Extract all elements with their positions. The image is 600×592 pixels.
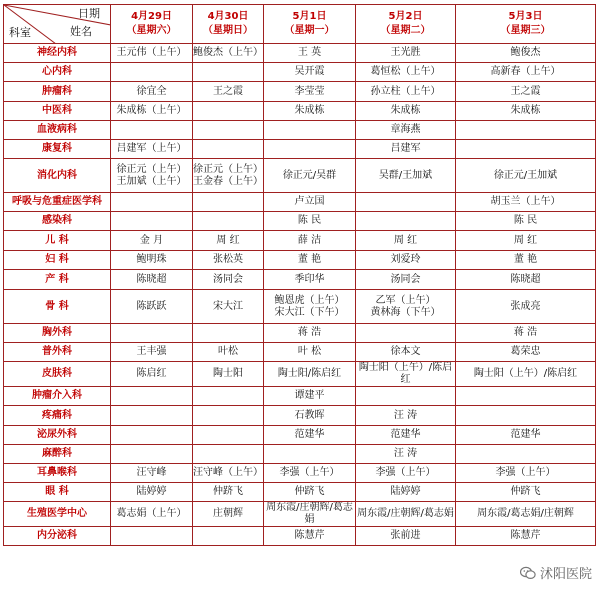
department-cell: 感染科 [4, 212, 111, 231]
doctor-cell: 朱成栋（上午） [111, 102, 193, 121]
schedule-table [3, 4, 596, 546]
doctor-cell: 陈 民 [264, 212, 356, 231]
column-weekday: （星期一） [284, 25, 335, 36]
doctor-cell: 石教晖 [264, 406, 356, 426]
column-header [111, 5, 193, 44]
table-row [4, 324, 596, 343]
doctor-cell: 陆婷婷 [111, 483, 193, 502]
column-weekday: （星期二） [380, 25, 431, 36]
department-cell: 胸外科 [4, 324, 111, 343]
doctor-cell [456, 140, 596, 159]
doctor-cell [193, 212, 264, 231]
doctor-cell [193, 102, 264, 121]
department-cell: 康复科 [4, 140, 111, 159]
watermark-text: 沭阳医院 [539, 567, 592, 582]
doctor-cell: 鲍明珠 [111, 251, 193, 270]
doctor-cell: 李强（上午） [264, 464, 356, 483]
doctor-cell [111, 324, 193, 343]
doctor-cell [193, 324, 264, 343]
doctor-cell: 仲跻飞 [456, 483, 596, 502]
doctor-cell: 董 艳 [264, 251, 356, 270]
table-row [4, 140, 596, 159]
doctor-cell: 庄朝辉 [193, 502, 264, 527]
doctor-cell [111, 63, 193, 82]
doctor-cell: 周东霞/庄朝辉/葛志娟 [356, 502, 456, 527]
doctor-cell: 卢立国 [264, 193, 356, 212]
department-cell: 疼痛科 [4, 406, 111, 426]
column-header [264, 5, 356, 44]
doctor-cell [111, 445, 193, 464]
doctor-cell [456, 406, 596, 426]
table-row [4, 406, 596, 426]
column-date: 5月3日 [508, 11, 543, 22]
doctor-cell: 周 红 [456, 231, 596, 251]
doctor-cell: 鲍俊杰 [456, 44, 596, 63]
column-date: 4月30日 [207, 11, 249, 22]
doctor-cell [193, 426, 264, 445]
doctor-cell: 宋大江 [193, 290, 264, 324]
doctor-cell: 陈跃跃 [111, 290, 193, 324]
doctor-cell: 仲跻飞 [264, 483, 356, 502]
doctor-cell: 徐正元（上午） 王加斌（上午） [111, 159, 193, 193]
table-row [4, 231, 596, 251]
table-row [4, 387, 596, 406]
doctor-cell: 朱成栋 [456, 102, 596, 121]
doctor-cell: 张前进 [356, 527, 456, 546]
corner-date-label: 日期 [78, 7, 100, 20]
doctor-cell [111, 193, 193, 212]
doctor-cell [193, 193, 264, 212]
doctor-cell: 吕建军 [356, 140, 456, 159]
department-cell: 内分泌科 [4, 527, 111, 546]
doctor-cell: 董 艳 [456, 251, 596, 270]
doctor-cell: 乙军（上午） 黄林海（下午） [356, 290, 456, 324]
doctor-cell: 汪 涛 [356, 445, 456, 464]
doctor-cell: 汪守峰（上午） [193, 464, 264, 483]
doctor-cell: 汤同会 [356, 270, 456, 290]
doctor-cell: 季印华 [264, 270, 356, 290]
watermark [520, 563, 592, 582]
department-cell: 麻醉科 [4, 445, 111, 464]
department-cell: 心内科 [4, 63, 111, 82]
header-row [4, 5, 596, 44]
doctor-cell: 王 英 [264, 44, 356, 63]
doctor-cell [111, 406, 193, 426]
department-cell: 消化内科 [4, 159, 111, 193]
doctor-cell [264, 445, 356, 464]
doctor-cell [111, 387, 193, 406]
doctor-cell: 鲍恩虎（上午） 宋大江（下午） [264, 290, 356, 324]
department-cell: 泌尿外科 [4, 426, 111, 445]
column-date: 4月29日 [131, 11, 172, 22]
table-row [4, 426, 596, 445]
doctor-cell: 陶士阳（上午）/陈启红 [456, 362, 596, 387]
doctor-cell: 王之霞 [193, 82, 264, 102]
column-header [193, 5, 264, 44]
doctor-cell: 葛荣忠 [456, 343, 596, 362]
doctor-cell: 薛 洁 [264, 231, 356, 251]
department-cell: 血液病科 [4, 121, 111, 140]
department-cell: 眼 科 [4, 483, 111, 502]
department-cell: 神经内科 [4, 44, 111, 63]
doctor-cell [193, 445, 264, 464]
doctor-cell: 仲跻飞 [193, 483, 264, 502]
table-row [4, 63, 596, 82]
doctor-cell: 金 月 [111, 231, 193, 251]
doctor-cell: 李莹莹 [264, 82, 356, 102]
department-cell: 儿 科 [4, 231, 111, 251]
doctor-cell: 叶松 [193, 343, 264, 362]
doctor-cell: 李强（上午） [456, 464, 596, 483]
doctor-cell [193, 527, 264, 546]
doctor-cell: 刘爱玲 [356, 251, 456, 270]
doctor-cell [264, 121, 356, 140]
department-cell: 呼吸与危重症医学科 [4, 193, 111, 212]
corner-dept-label: 科室 [9, 26, 31, 39]
department-cell: 肿瘤介入科 [4, 387, 111, 406]
doctor-cell: 孙立柱（上午） [356, 82, 456, 102]
doctor-cell [111, 212, 193, 231]
doctor-cell [193, 140, 264, 159]
department-cell: 骨 科 [4, 290, 111, 324]
doctor-cell: 陈晓超 [111, 270, 193, 290]
doctor-cell [456, 387, 596, 406]
doctor-cell: 吴群/王加斌 [356, 159, 456, 193]
table-row [4, 362, 596, 387]
doctor-cell [111, 121, 193, 140]
doctor-cell: 张松英 [193, 251, 264, 270]
doctor-cell: 陶士阳/陈启红 [264, 362, 356, 387]
doctor-cell [193, 406, 264, 426]
column-header [356, 5, 456, 44]
doctor-cell: 张成亮 [456, 290, 596, 324]
column-header [456, 5, 596, 44]
doctor-cell [193, 121, 264, 140]
header-corner [4, 5, 111, 44]
doctor-cell: 章海燕 [356, 121, 456, 140]
doctor-cell: 徐正元（上午） 王金春（上午） [193, 159, 264, 193]
doctor-cell [356, 193, 456, 212]
table-row [4, 121, 596, 140]
column-weekday: （星期三） [500, 25, 551, 36]
doctor-cell [111, 527, 193, 546]
doctor-cell [456, 445, 596, 464]
doctor-cell [111, 426, 193, 445]
doctor-cell: 王光胜 [356, 44, 456, 63]
doctor-cell: 吴开霞 [264, 63, 356, 82]
corner-name-label: 姓名 [70, 25, 92, 38]
table-row [4, 159, 596, 193]
table-row [4, 290, 596, 324]
doctor-cell: 陶士阳（上午）/陈启红 [356, 362, 456, 387]
table-row [4, 343, 596, 362]
doctor-cell [264, 140, 356, 159]
department-cell: 皮肤科 [4, 362, 111, 387]
doctor-cell: 朱成栋 [356, 102, 456, 121]
department-cell: 中医科 [4, 102, 111, 121]
doctor-cell [356, 212, 456, 231]
doctor-cell: 徐正元/吴群 [264, 159, 356, 193]
doctor-cell: 吕建军（上午） [111, 140, 193, 159]
table-row [4, 193, 596, 212]
column-weekday: （星期六） [126, 25, 177, 36]
doctor-cell: 汪守峰 [111, 464, 193, 483]
doctor-cell [356, 324, 456, 343]
table-row [4, 44, 596, 63]
doctor-cell: 范建华 [356, 426, 456, 445]
doctor-cell: 周东霞/庄朝辉/葛志娟 [264, 502, 356, 527]
doctor-cell: 陈 民 [456, 212, 596, 231]
department-cell: 妇 科 [4, 251, 111, 270]
column-date: 5月2日 [388, 11, 423, 22]
doctor-cell: 叶 松 [264, 343, 356, 362]
doctor-cell: 蒋 浩 [264, 324, 356, 343]
table-row [4, 270, 596, 290]
table-row [4, 483, 596, 502]
doctor-cell [193, 387, 264, 406]
doctor-cell: 陈慧芹 [456, 527, 596, 546]
doctor-cell: 徐正元/王加斌 [456, 159, 596, 193]
doctor-cell: 陆婷婷 [356, 483, 456, 502]
doctor-cell: 陈慧芹 [264, 527, 356, 546]
doctor-cell: 汤同会 [193, 270, 264, 290]
doctor-cell: 徐宜全 [111, 82, 193, 102]
doctor-cell: 陈启红 [111, 362, 193, 387]
wechat-icon [520, 566, 536, 580]
doctor-cell: 葛恒松（上午） [356, 63, 456, 82]
doctor-cell: 徐本文 [356, 343, 456, 362]
doctor-cell: 范建华 [456, 426, 596, 445]
department-cell: 耳鼻喉科 [4, 464, 111, 483]
doctor-cell: 陶士阳 [193, 362, 264, 387]
table-row [4, 464, 596, 483]
department-cell: 肿瘤科 [4, 82, 111, 102]
column-weekday: （星期日） [203, 25, 253, 36]
doctor-cell [356, 387, 456, 406]
table-row [4, 251, 596, 270]
doctor-cell [193, 63, 264, 82]
doctor-cell: 周 红 [193, 231, 264, 251]
doctor-cell: 蒋 浩 [456, 324, 596, 343]
table-row [4, 527, 596, 546]
doctor-cell: 王之霞 [456, 82, 596, 102]
department-cell: 产 科 [4, 270, 111, 290]
doctor-cell: 汪 涛 [356, 406, 456, 426]
doctor-cell: 范建华 [264, 426, 356, 445]
doctor-cell: 李强（上午） [356, 464, 456, 483]
doctor-cell: 胡玉兰（上午） [456, 193, 596, 212]
table-row [4, 212, 596, 231]
table-row [4, 82, 596, 102]
column-date: 5月1日 [292, 11, 327, 22]
doctor-cell: 高新春（上午） [456, 63, 596, 82]
department-cell: 普外科 [4, 343, 111, 362]
doctor-cell: 朱成栋 [264, 102, 356, 121]
doctor-cell: 周东霞/葛志娟/庄朝辉 [456, 502, 596, 527]
doctor-cell: 鲍俊杰（上午） [193, 44, 264, 63]
doctor-cell: 陈晓超 [456, 270, 596, 290]
department-cell: 生殖医学中心 [4, 502, 111, 527]
doctor-cell: 谭建平 [264, 387, 356, 406]
doctor-cell: 王丰强 [111, 343, 193, 362]
table-row [4, 445, 596, 464]
doctor-cell [456, 121, 596, 140]
doctor-cell: 王元伟（上午） [111, 44, 193, 63]
doctor-cell: 葛志娟（上午） [111, 502, 193, 527]
table-row [4, 502, 596, 527]
table-row [4, 102, 596, 121]
doctor-cell: 周 红 [356, 231, 456, 251]
